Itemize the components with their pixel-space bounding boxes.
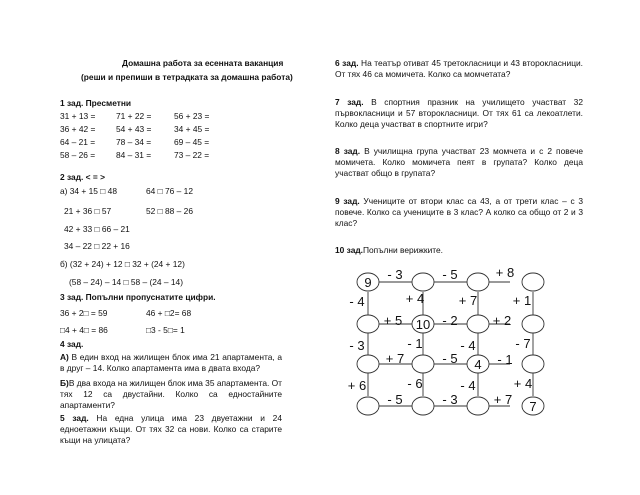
chain-op: - 3 [387,267,403,282]
task4-a-label: А) [60,352,69,362]
task7-label: 7 зад. [335,97,364,107]
chain-op: - 3 [442,392,458,407]
chain-op: + 7 [458,293,478,308]
task10-label: 10 зад. [335,245,363,255]
chain-circle[interactable] [522,273,544,291]
task6 [335,58,583,80]
chain-op: - 7 [515,336,531,351]
task2-item: 64 □ 76 – 12 [146,186,193,196]
chain-op: - 1 [407,336,423,351]
task8-text: В училищна група участват 23 момчета и с 2 повече момичета. Колко момичета пеят в групата? Колко деца участват общо в групата? [335,146,583,178]
chain-op: + 6 [347,378,367,393]
task2-item: 21 + 36 □ 57 [64,206,112,216]
chain-circle[interactable] [412,273,434,291]
chain-op: + 4 [405,291,425,306]
chain-circle[interactable] [467,397,489,415]
task5 [60,413,282,446]
task4-b-label: Б) [60,378,69,388]
task4-b [60,378,282,411]
task3-title: 3 зад. Попълни пропуснатите цифри. [60,292,216,302]
chain-mid-value: 10 [415,317,431,332]
chain-c4-value: 4 [474,357,482,372]
chain-op: + 7 [385,351,405,366]
chain-op: - 5 [442,267,458,282]
task5-text: На една улица има 23 двуетажни и 24 едноетажни къщи. От тях 32 са нови. Колко са старите къщи на улицата? [60,413,282,445]
chain-op: + 8 [495,265,515,280]
task2-title: 2 зад. < = > [60,172,105,182]
chain-op: + 2 [492,313,512,328]
task3-item: □4 + 4□ = 86 [60,325,108,335]
task4-a [60,352,282,374]
task1-title: 1 зад. Пресметни [60,98,132,108]
task4-b-text: В два входа на жилищен блок има 35 апартамента. От тях 12 са двустайни. Колко са едностайните апартаменти? [60,378,282,410]
task8 [335,146,583,179]
task2-item: 34 – 22 □ 22 + 16 [64,241,130,251]
chain-circle[interactable] [522,315,544,333]
task1-cell: 54 + 43 = [116,124,152,134]
task1-cell: 64 – 21 = [60,137,96,147]
chain-op: - 5 [387,392,403,407]
task9 [335,196,583,229]
task9-label: 9 зад. [335,196,360,206]
task7-text: В спортния празник на училището участват 32 първокласници и 57 второкласници. От тях 61 са лекоатлети. Колко деца участват в спортните игри? [335,97,583,129]
task5-label: 5 зад. [60,413,89,423]
chain-op: - 4 [460,338,476,353]
task9-text: Учениците от втори клас са 43, а от трети клас – с 3 повече. Колко са учениците в 3 клас? А колко са общо от 2 и 3 клас? [335,196,583,228]
task7 [335,97,583,130]
task2-item: 52 □ 88 – 26 [146,206,193,216]
task6-label: 6 зад. [335,58,359,68]
task4-title: 4 зад. [60,339,84,349]
title-line-2: (реши и препиши в тетрадката за домашна работа) [81,72,293,82]
task1-cell: 31 + 13 = [60,111,96,121]
task1-cell: 36 + 42 = [60,124,96,134]
task1-cell: 84 – 31 = [116,150,152,160]
task8-label: 8 зад. [335,146,361,156]
chain-op: + 1 [512,293,532,308]
chain-op: - 4 [460,378,476,393]
chain-op: - 2 [442,313,458,328]
task1-cell: 69 – 45 = [174,137,210,147]
chain-circle[interactable] [467,315,489,333]
chain-op: + 7 [493,392,513,407]
task3-item: 36 + 2□ = 59 [60,308,108,318]
task2-item: б) (32 + 24) + 12 □ 32 + (24 + 12) [60,259,185,269]
task3-item: □3 - 5□= 1 [146,325,185,335]
chain-op: - 1 [497,352,513,367]
chain-circle[interactable] [357,397,379,415]
task2-item: а) 34 + 15 □ 48 [60,186,117,196]
task6-text: На театър отиват 45 третокласници и 43 второкласници. От тях 46 са момичета. Колко са момчетата? [335,58,584,79]
task2-item: (58 – 24) – 14 □ 58 – (24 – 14) [69,277,184,287]
chain-puzzle [340,262,548,422]
task1-cell: 56 + 23 = [174,111,210,121]
chain-puzzle-svg [340,262,548,422]
chain-op: - 3 [349,338,365,353]
task10 [335,245,443,256]
task4-a-text: В един вход на жилищен блок има 21 апартамента, а в друг – 14. Колко апартамента има в двата входа? [60,352,282,373]
chain-op: - 6 [407,376,423,391]
task1-cell: 71 + 22 = [116,111,152,121]
chain-op: + 4 [513,376,533,391]
chain-circle[interactable] [412,397,434,415]
task1-cell: 73 – 22 = [174,150,210,160]
task2-item: 42 + 33 □ 66 – 21 [64,224,130,234]
chain-op: - 5 [442,351,458,366]
task3-item: 46 + □2= 68 [146,308,192,318]
task1-cell: 78 – 34 = [116,137,152,147]
chain-circle[interactable] [412,355,434,373]
task1-cell: 58 – 26 = [60,150,96,160]
chain-op: + 5 [383,313,403,328]
task1-cell: 34 + 45 = [174,124,210,134]
chain-circle[interactable] [467,273,489,291]
chain-circle[interactable] [357,355,379,373]
chain-start-value: 9 [364,275,372,290]
chain-end-value: 7 [529,399,537,414]
chain-circle[interactable] [522,355,544,373]
chain-lines [368,282,533,406]
title-line-1: Домашна работа за есенната ваканция [122,58,284,68]
chain-op: - 4 [349,294,365,309]
chain-circle[interactable] [357,315,379,333]
task10-text: Попълни верижките. [363,245,443,255]
